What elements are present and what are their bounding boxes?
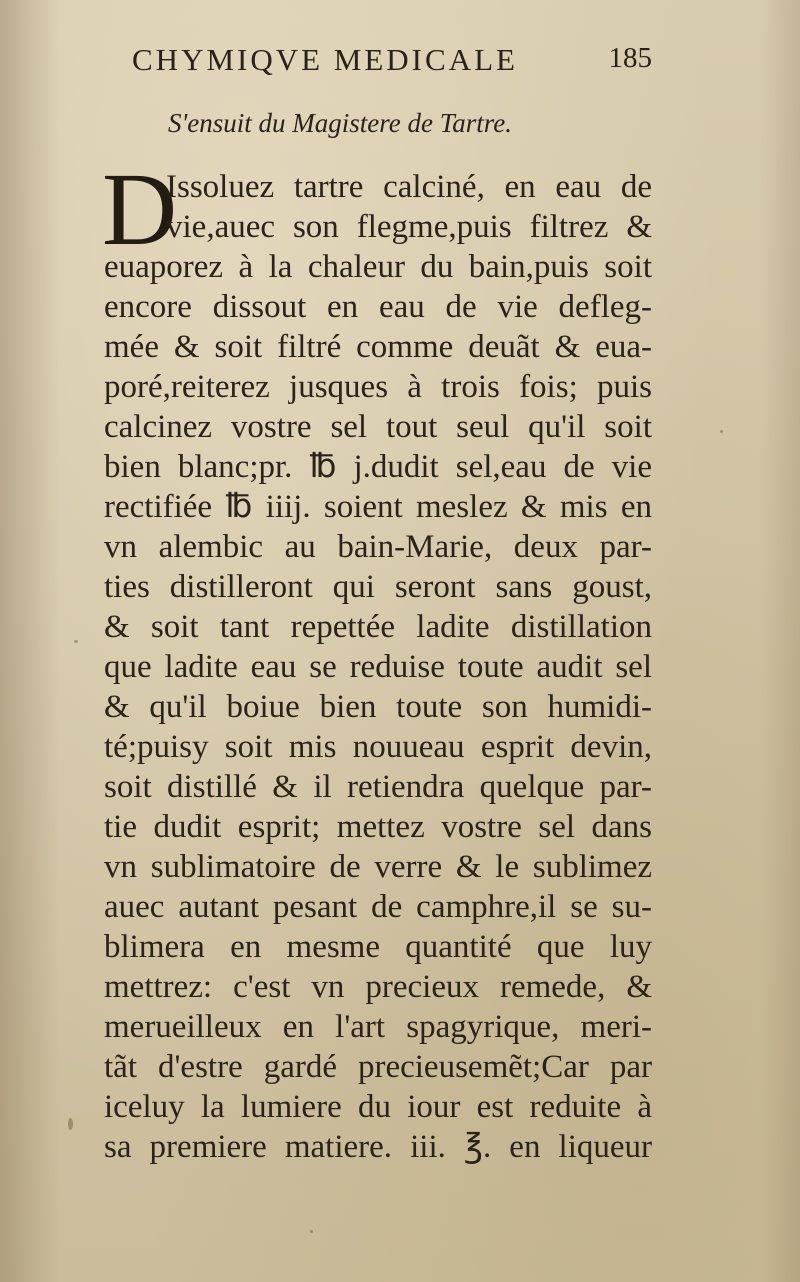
page-number: 185 [608, 42, 652, 74]
text-line: & soit tant repettée ladite distillation [104, 609, 652, 645]
text-line: & qu'il boiue bien toute son humidi- [104, 689, 652, 725]
text-line: euaporez à la chaleur du bain,puis soit [104, 249, 652, 285]
text-line: ties distilleront qui seront sans goust, [104, 569, 652, 605]
text-line: Issoluez tartre calciné, en eau de [166, 169, 652, 205]
text-line: blimera en mesme quantité que luy [104, 929, 652, 965]
text-line: bien blanc;pr. ℔ j.dudit sel,eau de vie [104, 449, 652, 485]
text-line: auec autant pesant de camphre,il se su- [104, 889, 652, 925]
text-line: tie dudit esprit; mettez vostre sel dans [104, 809, 652, 845]
text-line: vn alembic au bain-Marie, deux par- [104, 529, 652, 565]
text-line: soit distillé & il retiendra quelque par- [104, 769, 652, 805]
ink-speck [68, 1118, 73, 1130]
drop-cap: D [102, 152, 178, 267]
text-line: sa premiere matiere. iii. ℥. en liqueur [104, 1129, 652, 1165]
text-line: poré,reiterez jusques à trois fois; puis [104, 369, 652, 405]
text-line: merueilleux en l'art spagyrique, meri- [104, 1009, 652, 1045]
text-line: mettrez: c'est vn precieux remede, & [104, 969, 652, 1005]
text-line: rectifiée ℔ iiij. soient meslez & mis en [104, 489, 652, 525]
text-line: encore dissout en eau de vie defleg- [104, 289, 652, 325]
ink-speck [74, 640, 78, 643]
ink-speck [310, 1230, 313, 1233]
ink-speck [720, 430, 723, 433]
text-line: tãt d'estre gardé precieusemẽt;Car par [104, 1049, 652, 1085]
text-line: mée & soit filtré comme deuãt & eua- [104, 329, 652, 365]
text-line: que ladite eau se reduise toute audit sel [104, 649, 652, 685]
running-title: CHYMIQVE MEDICALE [132, 42, 518, 77]
text-line: vie,auec son flegme,puis filtrez & [166, 209, 652, 245]
text-line: té;puisy soit mis nouueau esprit devin, [104, 729, 652, 765]
section-title: S'ensuit du Magistere de Tartre. [168, 108, 513, 138]
text-line: vn sublimatoire de verre & le sublimez [104, 849, 652, 885]
text-line: calcinez vostre sel tout seul qu'il soit [104, 409, 652, 445]
text-line: iceluy la lumiere du iour est reduite à [104, 1089, 652, 1125]
running-head [132, 42, 652, 92]
